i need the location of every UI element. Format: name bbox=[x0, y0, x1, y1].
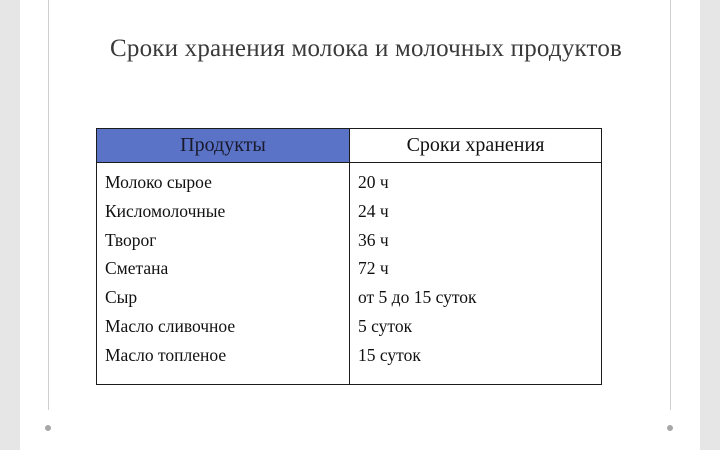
table-cell-shelf-life: 5 суток bbox=[358, 315, 413, 336]
table-cell-product: Молоко сырое bbox=[105, 172, 212, 192]
table-cell-shelf-life: от 5 до 15 суток bbox=[358, 287, 477, 308]
table-cells-shelf-life bbox=[350, 163, 601, 370]
table-cell-shelf-life: 20 ч bbox=[358, 172, 389, 192]
table-cell-shelf-life: 36 ч bbox=[358, 229, 389, 250]
table-cell-product: Масло топленое bbox=[105, 344, 227, 365]
right-decorative-dot bbox=[667, 425, 673, 431]
left-border-line bbox=[48, 0, 49, 410]
table-header-shelf-life: Сроки хранения bbox=[350, 129, 601, 163]
right-border-line bbox=[670, 0, 671, 410]
slide bbox=[20, 0, 700, 450]
table-cell-product: Сыр bbox=[105, 287, 138, 308]
table-column-shelf-life bbox=[350, 129, 601, 384]
table-cell-shelf-life: 15 суток bbox=[358, 344, 421, 365]
table-cell-product: Творог bbox=[105, 229, 157, 250]
table-cells-products bbox=[97, 163, 349, 370]
table-cell-product: Кисломолочные bbox=[105, 200, 226, 221]
storage-table bbox=[96, 128, 602, 385]
table-cell-shelf-life: 24 ч bbox=[358, 200, 389, 221]
slide-title: Сроки хранения молока и молочных продуктов bbox=[110, 35, 623, 62]
table-header-products: Продукты bbox=[97, 129, 349, 163]
left-decorative-dot bbox=[45, 425, 51, 431]
table-cell-shelf-life: 72 ч bbox=[358, 258, 389, 279]
table-cell-product: Сметана bbox=[105, 258, 169, 279]
table-cell-product: Масло сливочное bbox=[105, 315, 236, 336]
table-column-products bbox=[97, 129, 350, 384]
